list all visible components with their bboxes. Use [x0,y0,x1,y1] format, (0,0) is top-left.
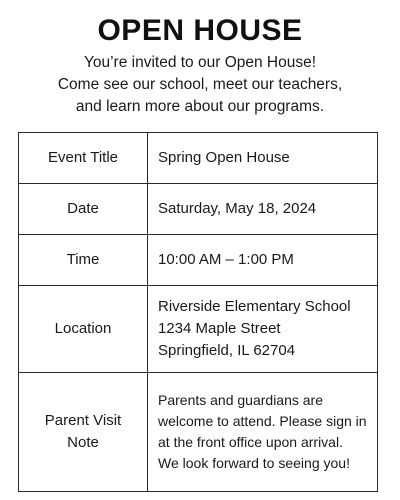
label-line: Note [67,434,99,451]
location-line: Riverside Elementary School [158,298,351,315]
time-value: 10:00 AM – 1:00 PM [148,235,378,286]
location-line: 1234 Maple Street [158,320,281,337]
date-label: Date [19,184,148,235]
event-title-value: Spring Open House [148,133,378,184]
note-line: Parents and guardians are [158,392,323,408]
parent-visit-note-value [148,373,378,492]
location-line: Springfield, IL 62704 [158,342,296,359]
event-details-table [18,132,378,492]
note-line: welcome to attend. Please sign in [158,413,367,429]
table-row-date [19,184,378,235]
label-line: Parent Visit [44,412,122,429]
event-title-label: Event Title [19,133,148,184]
intro-text [0,52,400,118]
date-value: Saturday, May 18, 2024 [148,184,378,235]
page-title: OPEN HOUSE [97,14,303,47]
location-value [148,286,378,373]
time-label: Time [19,235,148,286]
intro-line: Come see our school, meet our teachers, [57,76,343,93]
note-line: at the front office upon arrival. [158,434,343,450]
location-label: Location [19,286,148,373]
table-row-time [19,235,378,286]
parent-visit-note-label [19,373,148,492]
note-line: We look forward to seeing you! [158,455,350,471]
table-row-parent-visit-note [19,373,378,492]
table-row-location [19,286,378,373]
intro-line: and learn more about our programs. [75,98,325,115]
table-row-event-title [19,133,378,184]
intro-line: You’re invited to our Open House! [83,54,317,71]
